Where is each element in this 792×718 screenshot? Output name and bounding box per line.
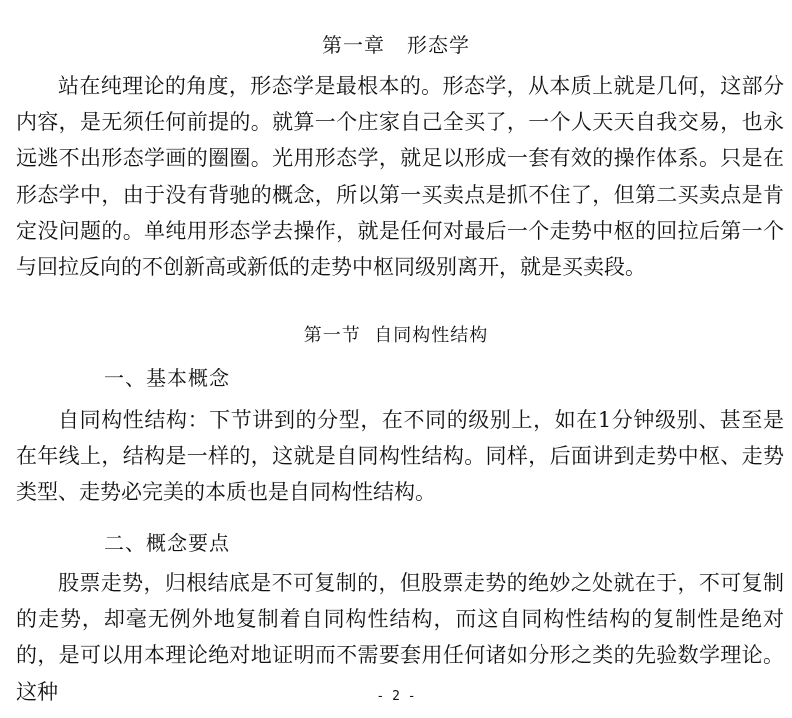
paragraph-morphology-intro: 站在纯理论的角度，形态学是最根本的。形态学，从本质上就是几何，这部分内容，是无须任何前提的。就算一个庄家自己全买了，一个人天天自我交易，也永远逃不出形态学画的圈圈。光用形态学，就足以形成一套有效的操作体系。只是在形态学中，由于没有背驰的概念，所以第一买卖点是抓不住了，但第二买卖点是肯定没问题的。单纯用形态学去操作，就是任何对最后一个走势中枢的回拉后第一个与回拉反向的不创新高或新低的走势中枢同级别离开，就是买卖段。	[16, 74, 784, 280]
chapter-title: 第一章 形态学	[321, 33, 471, 57]
heading-concept-points: 二、概念要点	[104, 531, 230, 555]
section-title: 第一节 自同构性结构	[303, 325, 489, 346]
heading-basic-concept: 一、基本概念	[104, 366, 230, 390]
page-number: - 2 -	[376, 689, 416, 704]
paragraph-self-similar-structure: 自同构性结构：下节讲到的分型，在不同的级别上，如在1分钟级别、甚至是在年线上，结构是一样的，这就是自同构性结构。同样，后面讲到走势中枢、走势类型、走势必完美的本质也是自同构性结构。	[16, 408, 784, 505]
paragraph-stock-trend: 股票走势，归根结底是不可复制的，但股票走势的绝妙之处就在于，不可复制的走势，却毫无例外地复制着自同构性结构，而这自同构性结构的复制性是绝对的，是可以用本理论绝对地证明而不需要套用任何诸如分形之类的先验数学理论。这种	[16, 571, 784, 704]
